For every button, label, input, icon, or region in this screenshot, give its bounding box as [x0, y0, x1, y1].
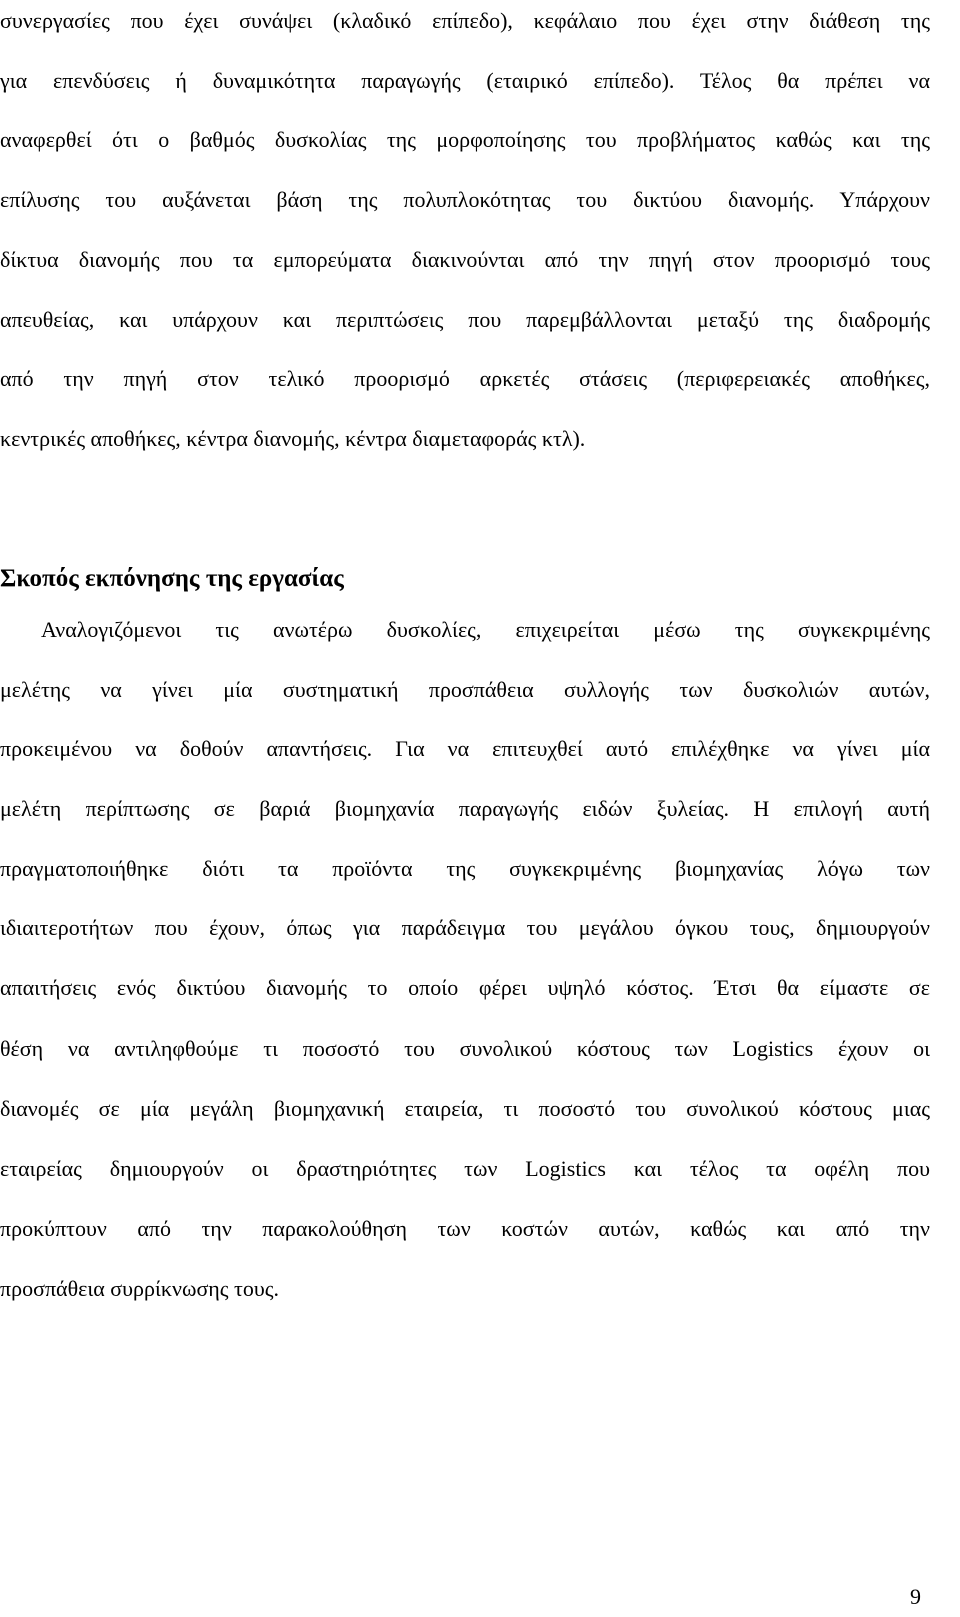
paragraph-1-line-3: αναφερθεί ότι ο βαθμός δυσκολίας της μορφοποίησης του προβλήματος καθώς και της: [0, 127, 930, 152]
paragraph-2-line-12: προσπάθεια συρρίκνωσης τους.: [0, 1276, 279, 1301]
paragraph-2-line-1: Αναλογιζόμενοι τις ανωτέρω δυσκολίες, επιχειρείται μέσω της συγκεκριμένης: [41, 617, 930, 642]
paragraph-2-line-10: εταιρείας δημιουργούν οι δραστηριότητες των Logistics και τέλος τα οφέλη που: [0, 1156, 930, 1181]
paragraph-2-line-3: προκειμένου να δοθούν απαντήσεις. Για να επιτευχθεί αυτό επιλέχθηκε να γίνει μία: [0, 736, 930, 761]
paragraph-1-line-4: επίλυσης του αυξάνεται βάση της πολυπλοκότητας του δικτύου διανομής. Υπάρχουν: [0, 187, 930, 212]
paragraph-1-line-8: κεντρικές αποθήκες, κέντρα διανομής, κέντρα διαμεταφοράς κτλ).: [0, 426, 586, 451]
paragraph-2-line-2: μελέτης να γίνει μία συστηματική προσπάθεια συλλογής των δυσκολιών αυτών,: [0, 677, 930, 702]
paragraph-1-line-7: από την πηγή στον τελικό προορισμό αρκετές στάσεις (περιφερειακές αποθήκες,: [0, 366, 930, 391]
paragraph-1-line-5: δίκτυα διανομής που τα εμπορεύματα διακινούνται από την πηγή στον προορισμό τους: [0, 247, 930, 272]
paragraph-2-line-8: θέση να αντιληφθούμε τι ποσοστό του συνολικού κόστους των Logistics έχουν οι: [0, 1036, 930, 1061]
paragraph-2-line-11: προκύπτουν από την παρακολούθηση των κοστών αυτών, καθώς και από την: [0, 1216, 930, 1241]
section-heading: Σκοπός εκπόνησης της εργασίας: [0, 565, 344, 592]
paragraph-2-line-6: ιδιαιτεροτήτων που έχουν, όπως για παράδειγμα του μεγάλου όγκου τους, δημιουργούν: [0, 915, 930, 940]
paragraph-2-line-9: διανομές σε μία μεγάλη βιομηχανική εταιρεία, τι ποσοστό του συνολικού κόστους μιας: [0, 1096, 930, 1121]
paragraph-1-line-2: για επενδύσεις ή δυναμικότητα παραγωγής (εταιρικό επίπεδο). Τέλος θα πρέπει να: [0, 68, 930, 93]
paragraph-1-line-6: απευθείας, και υπάρχουν και περιπτώσεις που παρεμβάλλονται μεταξύ της διαδρομής: [0, 307, 930, 332]
paragraph-2-line-7: απαιτήσεις ενός δικτύου διανομής το οποίο φέρει υψηλό κόστος. Έτσι θα είμαστε σε: [0, 975, 930, 1000]
paragraph-1-line-1: συνεργασίες που έχει συνάψει (κλαδικό επίπεδο), κεφάλαιο που έχει στην διάθεση της: [0, 8, 930, 33]
paragraph-2-line-4: μελέτη περίπτωσης σε βαριά βιομηχανία παραγωγής ειδών ξυλείας. Η επιλογή αυτή: [0, 796, 930, 821]
paragraph-2-line-5: πραγματοποιήθηκε διότι τα προϊόντα της συγκεκριμένης βιομηχανίας λόγω των: [0, 856, 930, 881]
page-number: 9: [910, 1584, 921, 1609]
